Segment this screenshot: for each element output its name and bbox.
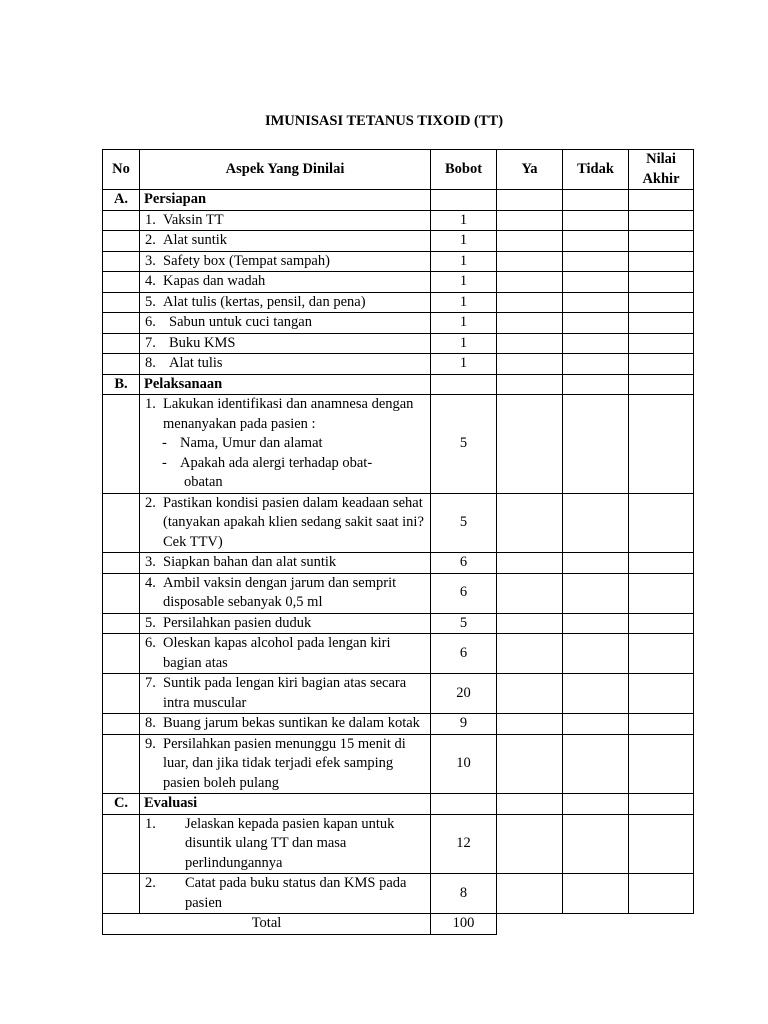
bobot-cell: 5: [431, 395, 497, 494]
bullet-continuation: obatan: [184, 474, 223, 490]
ya-cell[interactable]: [497, 251, 563, 272]
item-number: 4.: [145, 273, 156, 289]
item-number: 7.: [145, 334, 156, 351]
total-label: Total: [103, 914, 431, 935]
nilai-akhir-cell[interactable]: [629, 674, 694, 714]
tidak-cell[interactable]: [563, 190, 629, 211]
header-aspek: Aspek Yang Dinilai: [140, 150, 431, 190]
tidak-cell[interactable]: [563, 814, 629, 874]
section-row-c: [103, 794, 694, 815]
ya-cell[interactable]: [497, 613, 563, 634]
item-text: Sabun untuk cuci tangan: [169, 314, 312, 330]
bobot-cell: 1: [431, 292, 497, 313]
item-number: 1.: [145, 396, 156, 412]
ya-cell[interactable]: [497, 190, 563, 211]
ya-cell[interactable]: [497, 573, 563, 613]
table-row: [103, 573, 694, 613]
ya-cell[interactable]: [497, 292, 563, 313]
nilai-akhir-cell[interactable]: [629, 814, 694, 874]
item-text: Pastikan kondisi pasien dalam keadaan sehat (tanyakan apakah klien sedang sakit saat ini? Cek TTV): [163, 494, 424, 550]
item-text: Catat pada buku status dan KMS pada pasien: [185, 875, 407, 911]
section-title: Pelaksanaan: [140, 374, 431, 395]
section-title: Persiapan: [140, 190, 431, 211]
table-row: [103, 354, 694, 375]
bobot-cell: 1: [431, 251, 497, 272]
bobot-cell: [431, 794, 497, 815]
ya-cell[interactable]: [497, 674, 563, 714]
section-title: Evaluasi: [140, 794, 431, 815]
table-row: [103, 231, 694, 252]
item-number: 7.: [145, 675, 156, 691]
item-number: 3.: [145, 252, 156, 269]
item-text: Safety box (Tempat sampah): [163, 252, 330, 269]
tidak-cell[interactable]: [563, 313, 629, 334]
nilai-akhir-cell[interactable]: [629, 734, 694, 794]
nilai-akhir-cell[interactable]: [629, 493, 694, 553]
aspek-cell: [140, 613, 431, 634]
bullet-text: Nama, Umur dan alamat: [180, 435, 323, 451]
bullet-text: Apakah ada alergi terhadap obat-: [180, 454, 373, 471]
nilai-akhir-cell[interactable]: [629, 333, 694, 354]
header-bobot: Bobot: [431, 150, 497, 190]
ya-cell[interactable]: [497, 272, 563, 293]
item-text: Buku KMS: [169, 334, 236, 351]
table-row: [103, 493, 694, 553]
nilai-akhir-cell[interactable]: [629, 292, 694, 313]
nilai-akhir-cell[interactable]: [629, 395, 694, 494]
header-row: [103, 150, 694, 190]
tidak-cell[interactable]: [563, 374, 629, 395]
nilai-akhir-cell[interactable]: [629, 553, 694, 574]
nilai-akhir-cell[interactable]: [629, 313, 694, 334]
section-row-a: [103, 190, 694, 211]
table-row: [103, 313, 694, 334]
aspek-cell: [140, 634, 431, 674]
tidak-cell[interactable]: [563, 333, 629, 354]
item-number: 1.: [145, 815, 156, 832]
aspek-cell: [140, 354, 431, 375]
nilai-akhir-cell[interactable]: [629, 272, 694, 293]
tidak-cell[interactable]: [563, 674, 629, 714]
bobot-cell: 1: [431, 210, 497, 231]
bobot-cell: 1: [431, 354, 497, 375]
tidak-cell[interactable]: [563, 251, 629, 272]
ya-cell[interactable]: [497, 374, 563, 395]
bobot-cell: 20: [431, 674, 497, 714]
tidak-cell[interactable]: [563, 794, 629, 815]
table-row: [103, 272, 694, 293]
nilai-akhir-cell[interactable]: [629, 714, 694, 735]
table-row: [103, 251, 694, 272]
nilai-akhir-cell[interactable]: [629, 794, 694, 815]
aspek-cell: [140, 395, 431, 494]
ya-cell[interactable]: [497, 231, 563, 252]
aspek-cell: [140, 210, 431, 231]
ya-cell[interactable]: [497, 714, 563, 735]
item-number: 3.: [145, 554, 156, 570]
nilai-akhir-cell[interactable]: [629, 874, 694, 914]
tidak-cell[interactable]: [563, 493, 629, 553]
ya-cell[interactable]: [497, 874, 563, 914]
aspek-cell: [140, 251, 431, 272]
aspek-cell: [140, 553, 431, 574]
bobot-cell: [431, 374, 497, 395]
tidak-cell[interactable]: [563, 272, 629, 293]
section-code: C.: [103, 794, 140, 815]
tidak-cell[interactable]: [563, 573, 629, 613]
aspek-cell: [140, 231, 431, 252]
bobot-cell: 12: [431, 814, 497, 874]
table-row: [103, 814, 694, 874]
item-number: 5.: [145, 293, 156, 310]
bobot-cell: 10: [431, 734, 497, 794]
tidak-cell[interactable]: [563, 395, 629, 494]
ya-cell[interactable]: [497, 354, 563, 375]
bobot-cell: 1: [431, 272, 497, 293]
item-text: Siapkan bahan dan alat suntik: [163, 554, 337, 570]
nilai-akhir-cell[interactable]: [629, 613, 694, 634]
ya-cell[interactable]: [497, 210, 563, 231]
aspek-cell: [140, 292, 431, 313]
header-nilai-akhir: Nilai Akhir: [629, 150, 694, 190]
ya-cell[interactable]: [497, 553, 563, 574]
item-number: 2.: [145, 494, 156, 511]
item-number: 4.: [145, 574, 156, 591]
tidak-cell[interactable]: [563, 874, 629, 914]
tidak-cell[interactable]: [563, 714, 629, 735]
total-value: 100: [431, 914, 497, 935]
tidak-cell[interactable]: [563, 734, 629, 794]
aspek-cell: [140, 734, 431, 794]
table-row: [103, 333, 694, 354]
bobot-cell: 9: [431, 714, 497, 735]
section-code: A.: [103, 190, 140, 211]
tidak-cell[interactable]: [563, 553, 629, 574]
ya-cell[interactable]: [497, 814, 563, 874]
section-row-b: [103, 374, 694, 395]
aspek-cell: [140, 674, 431, 714]
bobot-cell: 6: [431, 634, 497, 674]
nilai-akhir-cell[interactable]: [629, 634, 694, 674]
table-row: [103, 292, 694, 313]
table-row: [103, 874, 694, 914]
bobot-cell: 6: [431, 573, 497, 613]
ya-cell[interactable]: [497, 794, 563, 815]
item-number: 2.: [145, 875, 156, 891]
nilai-akhir-cell[interactable]: [629, 354, 694, 375]
item-text: Lakukan identifikasi dan anamnesa dengan menanyakan pada pasien :: [163, 396, 414, 432]
item-text: Jelaskan kepada pasien kapan untuk disuntik ulang TT dan masa perlindungannya: [185, 815, 395, 871]
nilai-akhir-cell[interactable]: [629, 210, 694, 231]
aspek-cell: [140, 714, 431, 735]
item-text: Suntik pada lengan kiri bagian atas secara intra muscular: [163, 675, 407, 711]
bobot-cell: 1: [431, 231, 497, 252]
tidak-cell[interactable]: [563, 292, 629, 313]
table-row: [103, 395, 694, 494]
tidak-cell[interactable]: [563, 613, 629, 634]
aspek-cell: [140, 493, 431, 553]
tidak-cell[interactable]: [563, 354, 629, 375]
bobot-cell: 8: [431, 874, 497, 914]
item-text: Ambil vaksin dengan jarum dan semprit disposable sebanyak 0,5 ml: [163, 574, 397, 610]
table-row: [103, 210, 694, 231]
ya-cell[interactable]: [497, 734, 563, 794]
bobot-cell: 6: [431, 553, 497, 574]
header-no: No: [103, 150, 140, 190]
item-text: Kapas dan wadah: [163, 273, 266, 289]
item-number: 9.: [145, 735, 156, 752]
tidak-cell[interactable]: [563, 634, 629, 674]
table-row: [103, 674, 694, 714]
ya-cell[interactable]: [497, 634, 563, 674]
item-text: Buang jarum bekas suntikan ke dalam kotak: [163, 715, 420, 731]
item-number: 8.: [145, 715, 156, 731]
item-text: Vaksin TT: [163, 211, 224, 228]
nilai-akhir-cell[interactable]: [629, 573, 694, 613]
bobot-cell: [431, 190, 497, 211]
item-number: 5.: [145, 614, 156, 631]
item-text: Alat suntik: [163, 232, 228, 248]
table-row: [103, 634, 694, 674]
aspek-cell: [140, 333, 431, 354]
tidak-cell[interactable]: [563, 210, 629, 231]
item-text: Alat tulis: [169, 355, 223, 371]
aspek-cell: [140, 874, 431, 914]
bobot-cell: 5: [431, 613, 497, 634]
section-code: B.: [103, 374, 140, 395]
document-title: IMUNISASI TETANUS TIXOID (TT): [264, 113, 504, 129]
ya-cell[interactable]: [497, 395, 563, 494]
bobot-cell: 1: [431, 313, 497, 334]
aspek-cell: [140, 814, 431, 874]
ya-cell[interactable]: [497, 493, 563, 553]
table-row: [103, 714, 694, 735]
aspek-cell: [140, 272, 431, 293]
item-text: Persilahkan pasien duduk: [163, 614, 312, 631]
nilai-akhir-cell[interactable]: [629, 251, 694, 272]
aspek-cell: [140, 573, 431, 613]
item-number: 8.: [145, 355, 156, 371]
ya-cell[interactable]: [497, 313, 563, 334]
item-text: Oleskan kapas alcohol pada lengan kiri bagian atas: [163, 635, 391, 671]
item-number: 2.: [145, 232, 156, 248]
bobot-cell: 5: [431, 493, 497, 553]
aspek-cell: [140, 313, 431, 334]
table-row: [103, 553, 694, 574]
header-ya: Ya: [497, 150, 563, 190]
table-row: [103, 734, 694, 794]
item-text: Persilahkan pasien menunggu 15 menit di luar, dan jika tidak terjadi efek samping pasien boleh pulang: [163, 735, 406, 791]
total-row: [103, 914, 694, 935]
dash-marker: -: [162, 454, 167, 471]
header-tidak: Tidak: [563, 150, 629, 190]
nilai-akhir-cell[interactable]: [629, 374, 694, 395]
table-row: [103, 613, 694, 634]
nilai-akhir-cell[interactable]: [629, 231, 694, 252]
dash-marker: -: [162, 435, 167, 451]
assessment-table: [102, 149, 694, 935]
tidak-cell[interactable]: [563, 231, 629, 252]
nilai-akhir-cell[interactable]: [629, 190, 694, 211]
bobot-cell: 1: [431, 333, 497, 354]
item-number: 1.: [145, 211, 156, 228]
item-number: 6.: [145, 635, 156, 651]
item-number: 6.: [145, 314, 156, 330]
item-text: Alat tulis (kertas, pensil, dan pena): [163, 293, 366, 310]
ya-cell[interactable]: [497, 333, 563, 354]
